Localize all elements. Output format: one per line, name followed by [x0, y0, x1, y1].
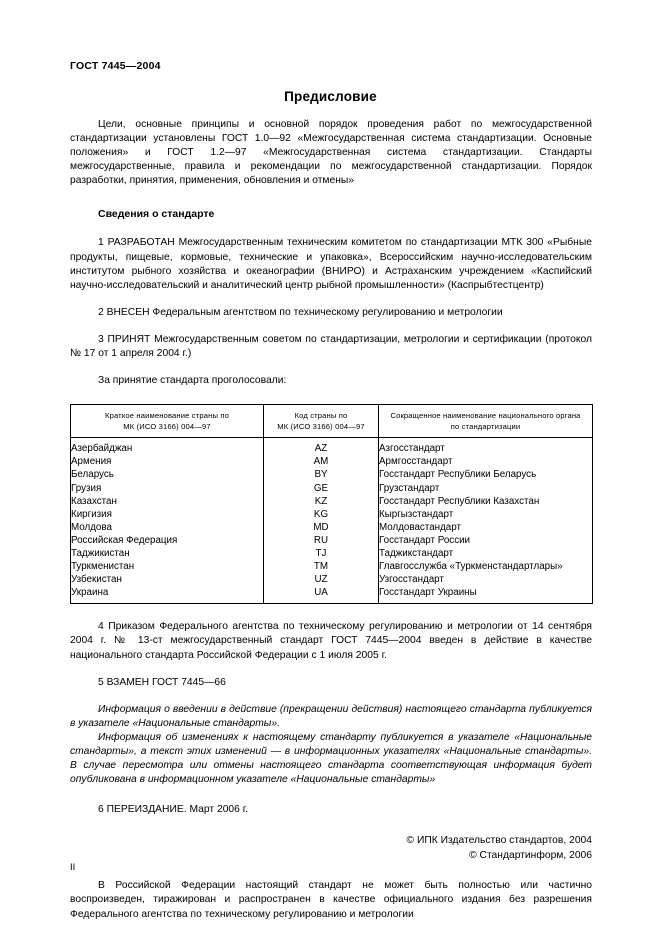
- cell-code: KZ: [264, 495, 379, 508]
- intro-paragraph: Цели, основные принципы и основной порядок проведения работ по межгосударственной стандартизации установлены ГОСТ 1.0—92 «Межгосударственная система стандартизации. Основные положения» и ГОСТ 1.2—97 «Межгосударственная система стандартизации. Стандарты межгосударственные, правила и рекомендации по межгосударственной стандартизации. Порядок разработки, принятия, применения, обновления и отмены»: [70, 119, 592, 187]
- cell-code: BY: [264, 468, 379, 481]
- vote-intro: За принятие стандарта проголосовали:: [98, 375, 287, 387]
- table-row: [71, 547, 593, 560]
- copyright-line-publisher: © ИПК Издательство стандартов, 2004: [406, 835, 592, 847]
- cell-code: TM: [264, 560, 379, 573]
- cell-authority: Госстандарт Республики Беларусь: [379, 468, 593, 481]
- cell-country: Грузия: [71, 482, 264, 495]
- cell-country: Узбекистан: [71, 573, 264, 586]
- table-row: [71, 521, 593, 534]
- cell-authority: Таджикстандарт: [379, 547, 593, 560]
- table-header: [71, 405, 593, 438]
- cell-country: Таджикистан: [71, 547, 264, 560]
- table-row: [71, 482, 593, 495]
- cell-authority: Армгосстандарт: [379, 455, 593, 468]
- copyright-line-standartinform: © Стандартинформ, 2006: [469, 849, 592, 861]
- clause-3: 3 ПРИНЯТ Межгосударственным советом по стандартизации, метрологии и сертификации (протокол № 17 от 1 апреля 2004 г.): [70, 333, 592, 360]
- cell-code: RU: [264, 534, 379, 547]
- voting-table: [70, 404, 593, 604]
- cell-country: Киргизия: [71, 508, 264, 521]
- cell-authority: Госстандарт Республики Казахстан: [379, 495, 593, 508]
- document-body: [70, 118, 592, 922]
- standard-designation-header: ГОСТ 7445—2004: [70, 60, 161, 72]
- table-row: [71, 468, 593, 481]
- cell-country: Казахстан: [71, 495, 264, 508]
- cell-code: GE: [264, 482, 379, 495]
- column-header-code-line1: Код страны по: [294, 411, 348, 421]
- cell-authority: Главгосслужба «Туркменстандартлары»: [379, 560, 593, 573]
- table-row: [71, 495, 593, 508]
- note-publication: Информация о введении в действие (прекращении действия) настоящего стандарта публикуется в указателе «Национальные стандарты».: [70, 703, 592, 729]
- cell-authority: Кыргызстандарт: [379, 508, 593, 521]
- table-row: [71, 438, 593, 456]
- cell-authority: Молдовастандарт: [379, 521, 593, 534]
- cell-country: Армения: [71, 455, 264, 468]
- clause-5: 5 ВЗАМЕН ГОСТ 7445—66: [98, 676, 226, 688]
- cell-country: Туркменистан: [71, 560, 264, 573]
- voting-table-container: [70, 404, 592, 604]
- cell-authority: Госстандарт Украины: [379, 586, 593, 604]
- clause-2: 2 ВНЕСЕН Федеральным агентством по техническому регулированию и метрологии: [98, 306, 503, 318]
- table-row: [71, 455, 593, 468]
- copyright-block: [70, 834, 592, 863]
- note-amendments: Информация об изменениях к настоящему стандарту публикуется в указателе «Национальные стандарты», а текст этих изменений — в информационных указателях «Национальные стандарты». В случае пересмотра или отмены настоящего стандарта соответствующая информация будет опубликована в информационном указателе «Национальные стандарты»: [70, 731, 592, 786]
- table-body: [71, 438, 593, 604]
- table-row: [71, 508, 593, 521]
- cell-country: Беларусь: [71, 468, 264, 481]
- page-title: Предисловие: [284, 89, 377, 104]
- cell-code: TJ: [264, 547, 379, 560]
- column-header-authority: [379, 405, 593, 438]
- column-header-country-line2: МК (ИСО 3166) 004—97: [123, 422, 211, 432]
- cell-code: AM: [264, 455, 379, 468]
- cell-country: Украина: [71, 586, 264, 604]
- cell-code: UZ: [264, 573, 379, 586]
- table-row: [71, 534, 593, 547]
- cell-authority: Госстандарт России: [379, 534, 593, 547]
- page-number: II: [70, 862, 76, 873]
- cell-code: MD: [264, 521, 379, 534]
- clause-1: 1 РАЗРАБОТАН Межгосударственным техническим комитетом по стандартизации МТК 300 «Рыбные продукты, пищевые, кормовые, технические и упаковка», Всероссийским научно-исследовательским институтом рыбного хозяйства и океанографии (ВНИРО) и Астраханским учреждением «Каспийский научно-исследовательский и аналитический центр рыбной промышленности» (Каспрыбтестцентр): [70, 237, 592, 291]
- column-header-code: [264, 405, 379, 438]
- cell-code: AZ: [264, 438, 379, 456]
- clause-4: 4 Приказом Федерального агентства по техническому регулированию и метрологии от 14 сентября 2004 г. № 13-ст межгосударственный стандарт ГОСТ 7445—2004 введен в действие в качестве национального стандарта Российской Федерации с 1 июля 2005 г.: [70, 621, 592, 661]
- column-header-authority-line1: Сокращенное наименование национального органа: [390, 411, 581, 421]
- table-row: [71, 560, 593, 573]
- cell-code: UA: [264, 586, 379, 604]
- column-header-code-line2: МК (ИСО 3166) 004—97: [277, 422, 365, 432]
- cell-authority: Узгосстандарт: [379, 573, 593, 586]
- clause-6: 6 ПЕРЕИЗДАНИЕ. Март 2006 г.: [98, 804, 249, 816]
- column-header-country-line1: Краткое наименование страны по: [105, 411, 229, 421]
- table-header-row: [71, 405, 593, 438]
- table-row: [71, 586, 593, 604]
- cell-authority: Азгосстандарт: [379, 438, 593, 456]
- reproduction-notice: В Российской Федерации настоящий стандарт не может быть полностью или частично воспроизведен, тиражирован и распространен в качестве официального издания без разрешения Федерального агентства по техническому регулированию и метрологии: [70, 880, 592, 920]
- cell-country: Азербайджан: [71, 438, 264, 456]
- table-row: [71, 573, 593, 586]
- cell-country: Молдова: [71, 521, 264, 534]
- column-header-authority-line2: по стандартизации: [450, 422, 521, 432]
- section-heading: Сведения о стандарте: [98, 208, 215, 221]
- column-header-country: [71, 405, 264, 438]
- cell-country: Российская Федерация: [71, 534, 264, 547]
- cell-authority: Грузстандарт: [379, 482, 593, 495]
- cell-code: KG: [264, 508, 379, 521]
